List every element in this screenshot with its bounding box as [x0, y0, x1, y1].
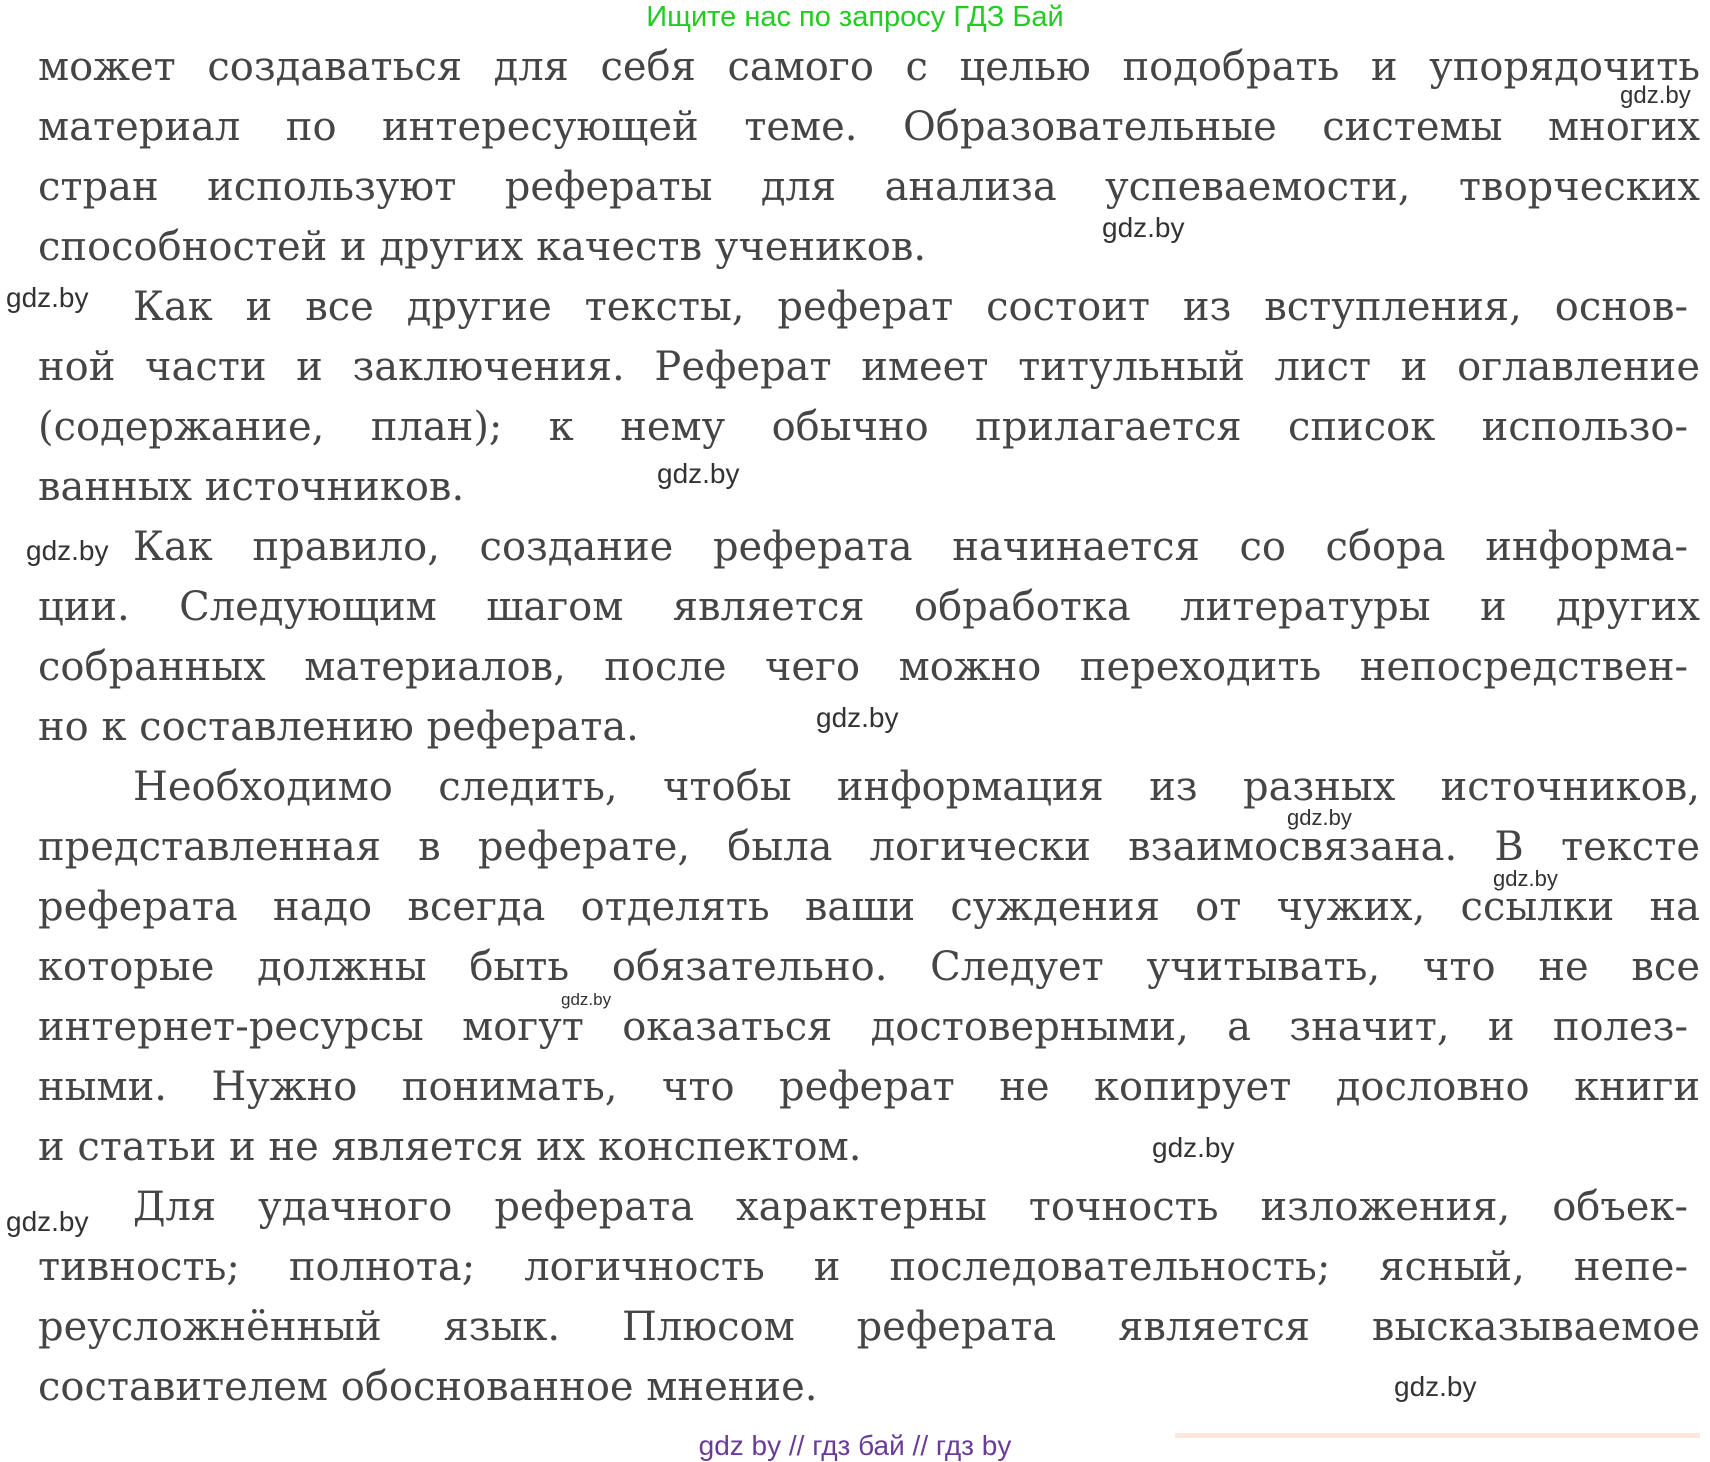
text-line: составителем обоснованное мнение. — [38, 1364, 818, 1410]
text-line: и статьи и не является их конспектом. — [38, 1124, 862, 1170]
watermark: gdz.by — [1493, 866, 1558, 891]
watermark: gdz.by — [26, 535, 109, 566]
watermark: gdz.by — [6, 282, 89, 313]
text-line: тивность; полнота; логичность и последовательность; ясный, непе- — [38, 1244, 1688, 1290]
text-line: Для удачного реферата характерны точность изложения, объек- — [133, 1184, 1688, 1230]
watermark: gdz.by — [1102, 212, 1185, 243]
text-line: представленная в реферате, была логически взаимосвязана. В тексте — [38, 824, 1700, 870]
watermark: gdz.by — [816, 702, 899, 733]
text-line: но к составлению реферата. — [38, 704, 639, 750]
text-line: Как правило, создание реферата начинается со сбора информа- — [133, 524, 1688, 570]
text-line: реусложнённый язык. Плюсом реферата является высказываемое — [38, 1304, 1700, 1350]
watermark: gdz.by — [1287, 805, 1352, 830]
search-banner: Ищите нас по запросу ГДЗ Бай — [646, 1, 1064, 33]
watermark: gdz.by — [1394, 1371, 1477, 1402]
text-line: ванных источников. — [38, 464, 465, 510]
text-line: интернет-ресурсы могут оказаться достоверными, а значит, и полез- — [38, 1004, 1688, 1050]
footer-links: gdz by // гдз бай // гдз by — [698, 1430, 1012, 1461]
text-line: ции. Следующим шагом является обработка литературы и других — [38, 584, 1700, 630]
text-line: материал по интересующей теме. Образовательные системы многих — [38, 104, 1700, 150]
text-line: Необходимо следить, чтобы информация из разных источников, — [133, 764, 1700, 810]
watermark: gdz.by — [6, 1206, 89, 1237]
text-line: способностей и других качеств учеников. — [38, 224, 927, 270]
text-line: может создаваться для себя самого с целью подобрать и упорядочить — [38, 44, 1700, 90]
text-line: которые должны быть обязательно. Следует учитывать, что не все — [38, 944, 1700, 990]
text-line: (содержание, план); к нему обычно прилагается список использо- — [38, 404, 1688, 450]
watermark: gdz.by — [561, 990, 612, 1009]
text-line: собранных материалов, после чего можно переходить непосредствен- — [38, 644, 1688, 690]
watermark: gdz.by — [1152, 1132, 1235, 1163]
text-line: реферата надо всегда отделять ваши суждения от чужих, ссылки на — [38, 884, 1700, 930]
text-line: ными. Нужно понимать, что реферат не копирует дословно книги — [38, 1064, 1700, 1110]
text-line: стран используют рефераты для анализа успеваемости, творческих — [38, 164, 1700, 210]
text-line: ной части и заключения. Реферат имеет титульный лист и оглавление — [38, 344, 1700, 390]
watermark: gdz.by — [657, 458, 740, 489]
text-line: Как и все другие тексты, реферат состоит из вступления, основ- — [133, 284, 1688, 330]
watermark: gdz.by — [1620, 82, 1691, 109]
